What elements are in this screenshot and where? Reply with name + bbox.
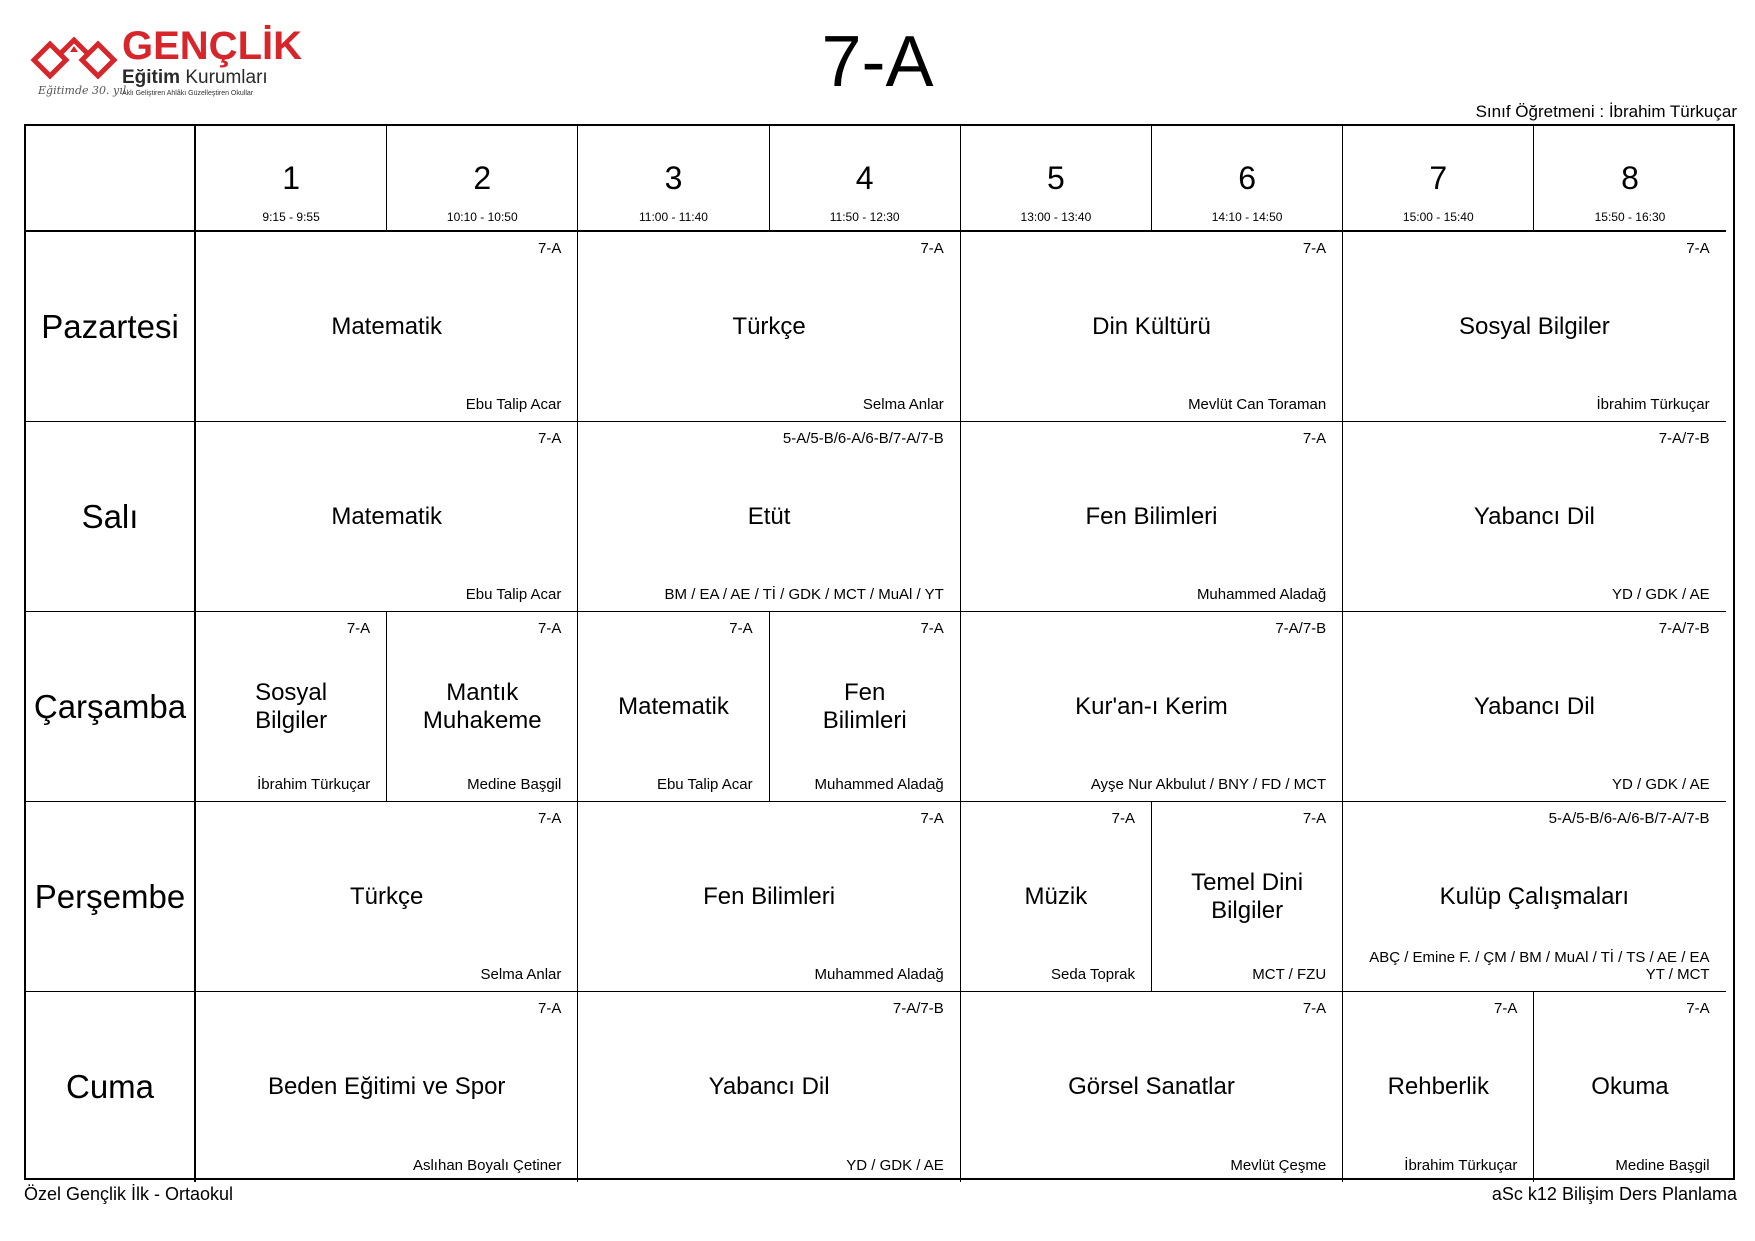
footer-school: Özel Gençlik İlk - Ortaokul — [24, 1184, 234, 1204]
lesson-subject: Matematik — [331, 312, 443, 340]
period-time: 11:00 - 11:40 — [639, 210, 708, 224]
lesson-subject: Fen Bilimleri — [822, 678, 907, 734]
lesson-class: 7-A — [729, 620, 753, 637]
lesson-teacher: Selma Anlar — [862, 396, 944, 413]
period-time: 11:50 - 12:30 — [829, 210, 900, 224]
period-number: 8 — [1621, 160, 1639, 196]
lesson-subject: Beden Eğitimi ve Spor — [267, 1073, 506, 1100]
period-number: 2 — [473, 160, 492, 196]
lesson-teacher: Mevlüt Can Toraman — [1188, 396, 1327, 413]
period-header — [387, 126, 578, 232]
lesson-class: 7-A — [538, 240, 562, 257]
lesson-teacher: Ebu Talip Acar — [465, 586, 562, 603]
lesson-subject: Yabancı Dil — [708, 1073, 830, 1100]
lesson-subject: Matematik — [331, 502, 443, 530]
lesson-cell — [961, 992, 1343, 1182]
lesson-teacher: Mevlüt Çeşme — [1230, 1157, 1327, 1174]
lesson-cell — [1534, 992, 1725, 1182]
lesson-teacher: Muhammed Aladağ — [1196, 586, 1327, 603]
lesson-cell — [1343, 612, 1725, 802]
lesson-subject: Sosyal Bilgiler — [1459, 312, 1610, 340]
lesson-teacher: Medine Başgil — [467, 776, 562, 793]
lesson-subject: Türkçe — [350, 882, 424, 910]
lesson-subject: Okuma — [1591, 1073, 1669, 1100]
lesson-teacher: İbrahim Türkuçar — [257, 776, 371, 793]
lesson-class: 7-A — [1111, 810, 1135, 827]
lesson-teacher: YD / GDK / AE — [846, 1157, 944, 1174]
lesson-teacher: BM / EA / AE / Tİ / GDK / MCT / MuAl / YT — [664, 586, 944, 603]
lesson-subject: Kur'an-ı Kerim — [1075, 692, 1228, 720]
period-number: 1 — [282, 160, 300, 196]
period-time: 13:00 - 13:40 — [1020, 210, 1092, 224]
lesson-class: 7-A/7-B — [892, 1000, 944, 1017]
lesson-subject: Din Kültürü — [1092, 312, 1211, 340]
lesson-subject: Rehberlik — [1387, 1073, 1489, 1100]
lesson-subject: Temel Dini Bilgiler — [1191, 868, 1304, 924]
lesson-cell — [578, 992, 960, 1182]
period-number: 7 — [1429, 160, 1448, 196]
lesson-class: 5-A/5-B/6-A/6-B/7-A/7-B — [782, 430, 944, 447]
lesson-subject: Müzik — [1024, 882, 1088, 910]
lesson-cell — [196, 612, 387, 802]
lesson-cell — [961, 612, 1343, 802]
period-header — [1534, 126, 1725, 232]
logo-brand-text: GENÇLİK — [122, 24, 302, 68]
lesson-cell — [1343, 422, 1725, 612]
lesson-subject: Yabancı Dil — [1473, 502, 1595, 530]
lesson-class: 7-A — [920, 620, 944, 637]
lesson-subject: Fen Bilimleri — [703, 882, 836, 910]
lesson-cell — [1152, 802, 1343, 992]
lesson-class: 7-A/7-B — [1275, 620, 1327, 637]
lesson-teacher: Medine Başgil — [1615, 1157, 1710, 1174]
lesson-cell — [578, 802, 960, 992]
lesson-class: 7-A — [1302, 430, 1327, 447]
lesson-subject: Mantık Muhakeme — [422, 678, 542, 734]
period-time: 15:50 - 16:30 — [1594, 210, 1666, 224]
lesson-cell — [578, 422, 960, 612]
lesson-class: 7-A — [920, 240, 944, 257]
lesson-class: 7-A — [538, 810, 562, 827]
lesson-teacher: Muhammed Aladağ — [814, 966, 944, 983]
lesson-cell — [1343, 802, 1725, 992]
lesson-subject: Yabancı Dil — [1473, 692, 1595, 720]
lesson-subject: Fen Bilimleri — [1085, 502, 1218, 530]
lesson-class: 7-A — [346, 620, 371, 637]
lesson-teacher: Seda Toprak — [1051, 966, 1135, 983]
lesson-class: 7-A — [1494, 1000, 1518, 1017]
lesson-teacher: İbrahim Türkuçar — [1596, 396, 1710, 413]
lesson-teacher: Aslıhan Boyalı Çetiner — [412, 1157, 562, 1174]
period-time: 10:10 - 10:50 — [446, 210, 518, 224]
period-header — [1343, 126, 1534, 232]
lesson-cell — [578, 612, 769, 802]
page-title: 7-A — [821, 22, 934, 102]
lesson-cell — [1343, 992, 1534, 1182]
lesson-cell — [196, 422, 578, 612]
timetable-grid — [24, 124, 1735, 1180]
lesson-class: 7-A — [1686, 1000, 1710, 1017]
day-label: Pazartesi — [26, 232, 196, 422]
lesson-cell — [578, 232, 960, 422]
class-teacher: Sınıf Öğretmeni : İbrahim Türkuçar — [1475, 102, 1737, 121]
lesson-cell — [770, 612, 961, 802]
lesson-class: 7-A — [1686, 240, 1710, 257]
day-label: Salı — [26, 422, 196, 612]
day-label: Perşembe — [26, 802, 196, 992]
logo-subtitle: Eğitim Kurumları — [122, 67, 268, 88]
lesson-teacher: Ebu Talip Acar — [656, 776, 753, 793]
lesson-class: 7-A/7-B — [1658, 620, 1710, 637]
lesson-teacher: Ayşe Nur Akbulut / BNY / FD / MCT — [1090, 776, 1327, 793]
period-header — [1152, 126, 1343, 232]
lesson-class: 7-A — [1302, 1000, 1327, 1017]
lesson-cell — [196, 232, 578, 422]
period-number: 4 — [855, 160, 874, 196]
lesson-cell — [961, 232, 1343, 422]
lesson-teacher: Muhammed Aladağ — [814, 776, 944, 793]
lesson-cell — [961, 422, 1343, 612]
period-number: 6 — [1238, 160, 1256, 196]
lesson-subject: Matematik — [618, 692, 729, 720]
lesson-class: 7-A — [920, 810, 944, 827]
lesson-class: 7-A — [538, 430, 562, 447]
logo-tagline: Aklı Geliştiren Ahlâkı Güzelleştiren Okullar — [122, 90, 254, 97]
day-label: Çarşamba — [26, 612, 196, 802]
day-label: Cuma — [26, 992, 196, 1182]
lesson-class: 7-A — [538, 620, 562, 637]
logo-motto: Eğitimde 30. yıl — [38, 84, 127, 97]
period-time: 9:15 - 9:55 — [262, 210, 320, 224]
period-header — [961, 126, 1152, 232]
lesson-subject: Türkçe — [732, 312, 806, 340]
lesson-class: 7-A — [1302, 240, 1327, 257]
footer-software: aSc k12 Bilişim Ders Planlama — [1491, 1184, 1737, 1204]
period-header — [578, 126, 769, 232]
lesson-cell — [387, 612, 578, 802]
lesson-subject: Sosyal Bilgiler — [255, 678, 328, 734]
lesson-teacher: ABÇ / Emine F. / ÇM / BM / MuAl / Tİ / TS / AE / EA YT / MCT — [1369, 949, 1710, 983]
period-number: 3 — [664, 160, 683, 196]
lesson-subject: Etüt — [747, 502, 791, 530]
period-header — [196, 126, 387, 232]
lesson-teacher: MCT / FZU — [1252, 966, 1327, 983]
lesson-teacher: Selma Anlar — [480, 966, 562, 983]
lesson-subject: Kulüp Çalışmaları — [1439, 882, 1630, 910]
lesson-class: 5-A/5-B/6-A/6-B/7-A/7-B — [1548, 810, 1710, 827]
lesson-teacher: YD / GDK / AE — [1612, 776, 1710, 793]
lesson-teacher: Ebu Talip Acar — [465, 396, 562, 413]
lesson-cell — [196, 802, 578, 992]
lesson-class: 7-A — [1302, 810, 1327, 827]
period-time: 15:00 - 15:40 — [1402, 210, 1474, 224]
lesson-subject: Görsel Sanatlar — [1068, 1073, 1235, 1100]
lesson-cell — [961, 802, 1152, 992]
lesson-teacher: YD / GDK / AE — [1612, 586, 1710, 603]
lesson-class: 7-A/7-B — [1658, 430, 1710, 447]
grid-corner — [26, 126, 196, 232]
lesson-class: 7-A — [538, 1000, 562, 1017]
lesson-cell — [196, 992, 578, 1182]
period-header — [770, 126, 961, 232]
lesson-teacher: İbrahim Türkuçar — [1404, 1157, 1518, 1174]
lesson-cell — [1343, 232, 1725, 422]
period-number: 5 — [1046, 160, 1065, 196]
period-time: 14:10 - 14:50 — [1211, 210, 1283, 224]
